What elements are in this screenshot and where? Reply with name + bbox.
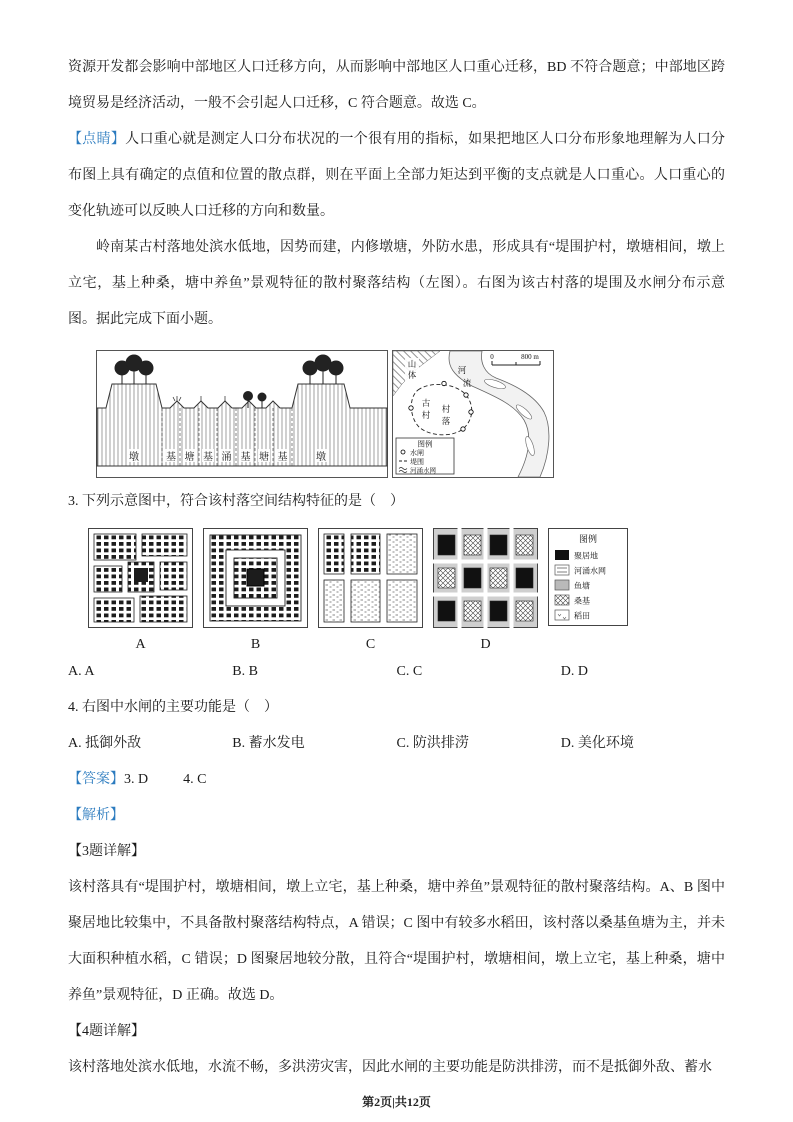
map-legend-item: 堤围 [410, 458, 424, 466]
analysis-label: 【解析】 [68, 808, 124, 823]
fishpond-legend-icon [555, 580, 569, 590]
page-footer: 第2页|共12页 [362, 1095, 431, 1109]
option-diagram-b [203, 528, 308, 654]
diagram-b-label: B [250, 637, 261, 652]
paddy-legend-icon [555, 610, 569, 620]
section-label: 基 [240, 452, 251, 463]
section-label: 基 [277, 452, 288, 463]
diagram-c [318, 528, 423, 628]
option-diagram-c [318, 528, 423, 654]
q4-option-c: C. 防洪排涝 [396, 736, 469, 751]
dianjing-label: 【点睛】 [68, 132, 126, 147]
answer-q3: 3. D [124, 772, 149, 787]
section-label: 塘 [259, 452, 269, 463]
q3-option-c: C. C [396, 664, 423, 679]
q3-option-a: A. A [68, 664, 95, 679]
q4-option-b: B. 蓄水发电 [232, 736, 305, 751]
hamlet-label: 落 [441, 416, 451, 426]
village-label: 村 [421, 410, 431, 420]
answer-line [68, 762, 725, 798]
section-label: 墩 [129, 452, 139, 463]
diagram-c-label: C [365, 637, 376, 652]
waterway-legend-icon [555, 565, 569, 575]
paragraph-intro: 岭南某古村落地处滨水低地，因势而建，内修墩塘，外防水患，形成具有“堤围护村，墩塘相间，墩上立宅，基上种桑，塘中养鱼”景观特征的散村聚落结构（左图）。右图为该古村落的堤围及水闸分布示意图。据此完成下面小题。 [68, 240, 725, 327]
section-label: 塘 [184, 452, 195, 463]
paragraph-dianjing [68, 122, 725, 230]
map-legend-item: 河涌水网 [410, 467, 436, 475]
river-label: 河 [457, 365, 467, 375]
section-label: 墩 [316, 452, 326, 463]
figure-village-cross-section [96, 350, 388, 478]
mountain-label: 山 [407, 359, 417, 369]
section-label: 基 [166, 452, 176, 463]
diagram-b [203, 528, 308, 628]
question-3: 3. 下列示意图中，符合该村落空间结构特征的是（ ） [68, 494, 404, 509]
legend-item: 稻田 [574, 611, 590, 621]
answer-label: 【答案】 [68, 772, 124, 787]
diagram-a-label: A [135, 637, 146, 652]
legend-item: 聚居地 [574, 551, 598, 561]
mountain-label: 体 [407, 370, 417, 380]
settlement-legend-icon [555, 550, 569, 560]
detail4-text: 该村落地处滨水低地，水流不畅，多洪涝灾害，因此水闸的主要功能是防洪排涝，而不是抵御外敌、蓄水 [68, 1060, 712, 1075]
section-label: 基 [203, 452, 213, 463]
sluice-legend-icon [401, 450, 405, 454]
dianjing-text: 人口重心就是测定人口分布状况的一个很有用的指标，如果把地区人口分布形象地理解为人口分布图上具有确定的点值和位置的散点群，则在平面上全部力矩达到平衡的支点就是人口重心。人口重心的变化轨迹可以反映人口迁移的方向和数量。 [68, 132, 725, 219]
q3-option-b: B. B [232, 664, 258, 679]
option-diagram-a [88, 528, 193, 654]
section-label: 涌 [221, 452, 232, 463]
legend-item: 鱼塘 [574, 581, 590, 591]
q4-option-a: A. 抵御外敌 [68, 736, 142, 751]
question-4: 4. 右图中水闸的主要功能是（ ） [68, 700, 278, 715]
diagram-legend [548, 528, 628, 626]
detail3-text: 该村落具有“堤围护村，墩塘相间，墩上立宅，基上种桑，塘中养鱼”景观特征的散村聚落结构。A、B 图中聚居地比较集中，不具备散村聚落结构特点，A 错误；C 图中有较多水稻田，该村落以桑基鱼塘为主，并未大面积种植水稻，C 错误；D 图聚居地较分散，且符合“堤围护村，墩塘相间，墩上立宅，基上种桑，塘中养鱼”景观特征，D 正确。故选 D。 [68, 880, 725, 1003]
q3-option-d: D. D [560, 664, 588, 679]
river-label: 流 [462, 378, 472, 388]
scale-label: 800 m [521, 353, 539, 361]
answer-q4: 4. C [183, 772, 207, 787]
detail4-heading: 【4题详解】 [68, 1024, 145, 1039]
figure-dike-map [392, 350, 554, 478]
option-diagram-d [433, 528, 538, 654]
legend-item: 桑基 [574, 596, 590, 606]
hamlet-label: 村 [441, 404, 451, 414]
diagram-d-label: D [480, 637, 491, 652]
analysis-line [68, 798, 725, 834]
map-legend [396, 438, 454, 475]
legend-item: 河涌水网 [574, 566, 606, 576]
figure-row-options [88, 528, 725, 654]
q4-option-d: D. 美化环境 [560, 736, 634, 751]
mulberry-legend-icon [555, 595, 569, 605]
scale-zero: 0 [490, 353, 494, 361]
detail3-heading: 【3题详解】 [68, 844, 145, 859]
diagram-a [88, 528, 193, 628]
legend-title: 图例 [578, 534, 598, 544]
diagram-d [433, 528, 538, 628]
q3-options [68, 654, 725, 690]
map-legend-item: 水闸 [410, 449, 424, 457]
paragraph-continuation: 资源开发都会影响中部地区人口迁移方向，从而影响中部地区人口重心迁移，BD 不符合题意；中部地区跨境贸易是经济活动，一般不会引起人口迁移，C 符合题意。故选 C。 [68, 60, 725, 111]
figure-row-village [96, 350, 725, 478]
map-legend-title: 图例 [417, 439, 433, 449]
village-label: 古 [421, 398, 431, 408]
q4-options [68, 726, 725, 762]
